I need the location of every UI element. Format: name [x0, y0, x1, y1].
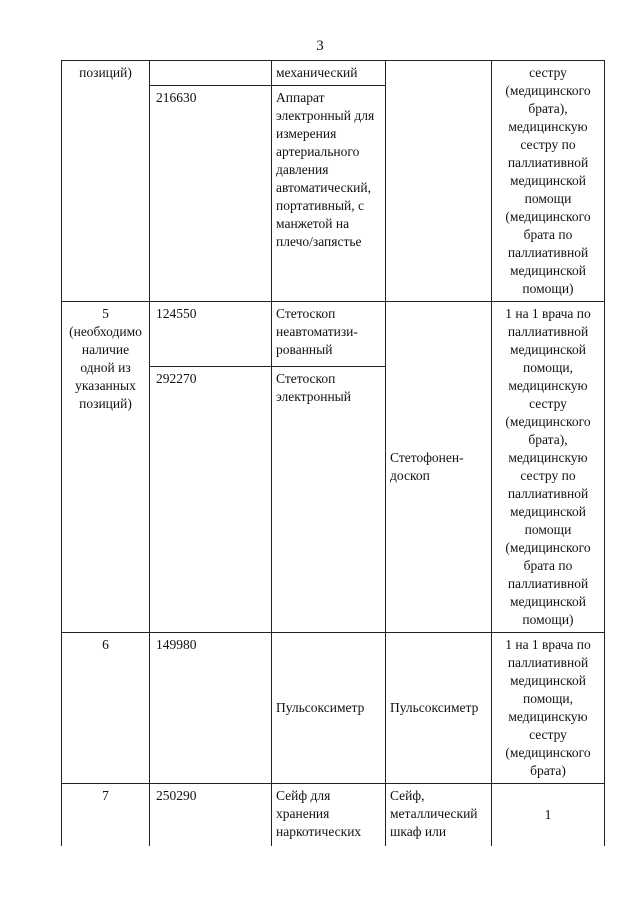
row-number-cell: 6 — [62, 633, 150, 784]
name-cell: механический — [272, 61, 386, 86]
name-cell: Стетоскоп электронный — [272, 367, 386, 633]
name-cell: Аппарат электронный для измерения артериального давления автоматический, портативный, с манжетой на плечо/запястье — [272, 86, 386, 302]
type-cell — [386, 61, 492, 302]
row-number-cell: 5 (необходимо наличие одной из указанных позиций) — [62, 302, 150, 633]
code-cell: 149980 — [150, 633, 272, 784]
row-number-cell: позиций) — [62, 61, 150, 302]
table-row — [62, 61, 605, 86]
page-number: 3 — [316, 38, 324, 54]
type-cell: Пульсоксиметр — [386, 633, 492, 784]
name-cell: Сейф для хранения наркотических — [272, 784, 386, 846]
table-row — [62, 302, 605, 367]
code-cell — [150, 61, 272, 86]
equipment-table — [61, 60, 605, 846]
type-cell: Сейф, металлический шкаф или — [386, 784, 492, 846]
table-row — [62, 633, 605, 784]
type-cell: Стетофонен-доскоп — [386, 302, 492, 633]
code-cell: 292270 — [150, 367, 272, 633]
table-row — [62, 784, 605, 846]
code-cell: 124550 — [150, 302, 272, 367]
name-cell: Пульсоксиметр — [272, 633, 386, 784]
quantity-cell: сестру (медицинского брата), медицинскую сестру по паллиативной медицинской помощи (медицинского брата по паллиативной медицинской помощи) — [492, 61, 605, 302]
code-cell: 216630 — [150, 86, 272, 302]
code-cell: 250290 — [150, 784, 272, 846]
quantity-cell: 1 на 1 врача по паллиативной медицинской помощи, медицинскую сестру (медицинского брата), медицинскую сестру по паллиативной медицинской помощи (медицинского брата по паллиативной медицинской помощи) — [492, 302, 605, 633]
name-cell: Стетоскоп неавтоматизи-рованный — [272, 302, 386, 367]
quantity-cell: 1 — [492, 784, 605, 846]
row-number-cell: 7 — [62, 784, 150, 846]
quantity-cell: 1 на 1 врача по паллиативной медицинской помощи, медицинскую сестру (медицинского брата) — [492, 633, 605, 784]
